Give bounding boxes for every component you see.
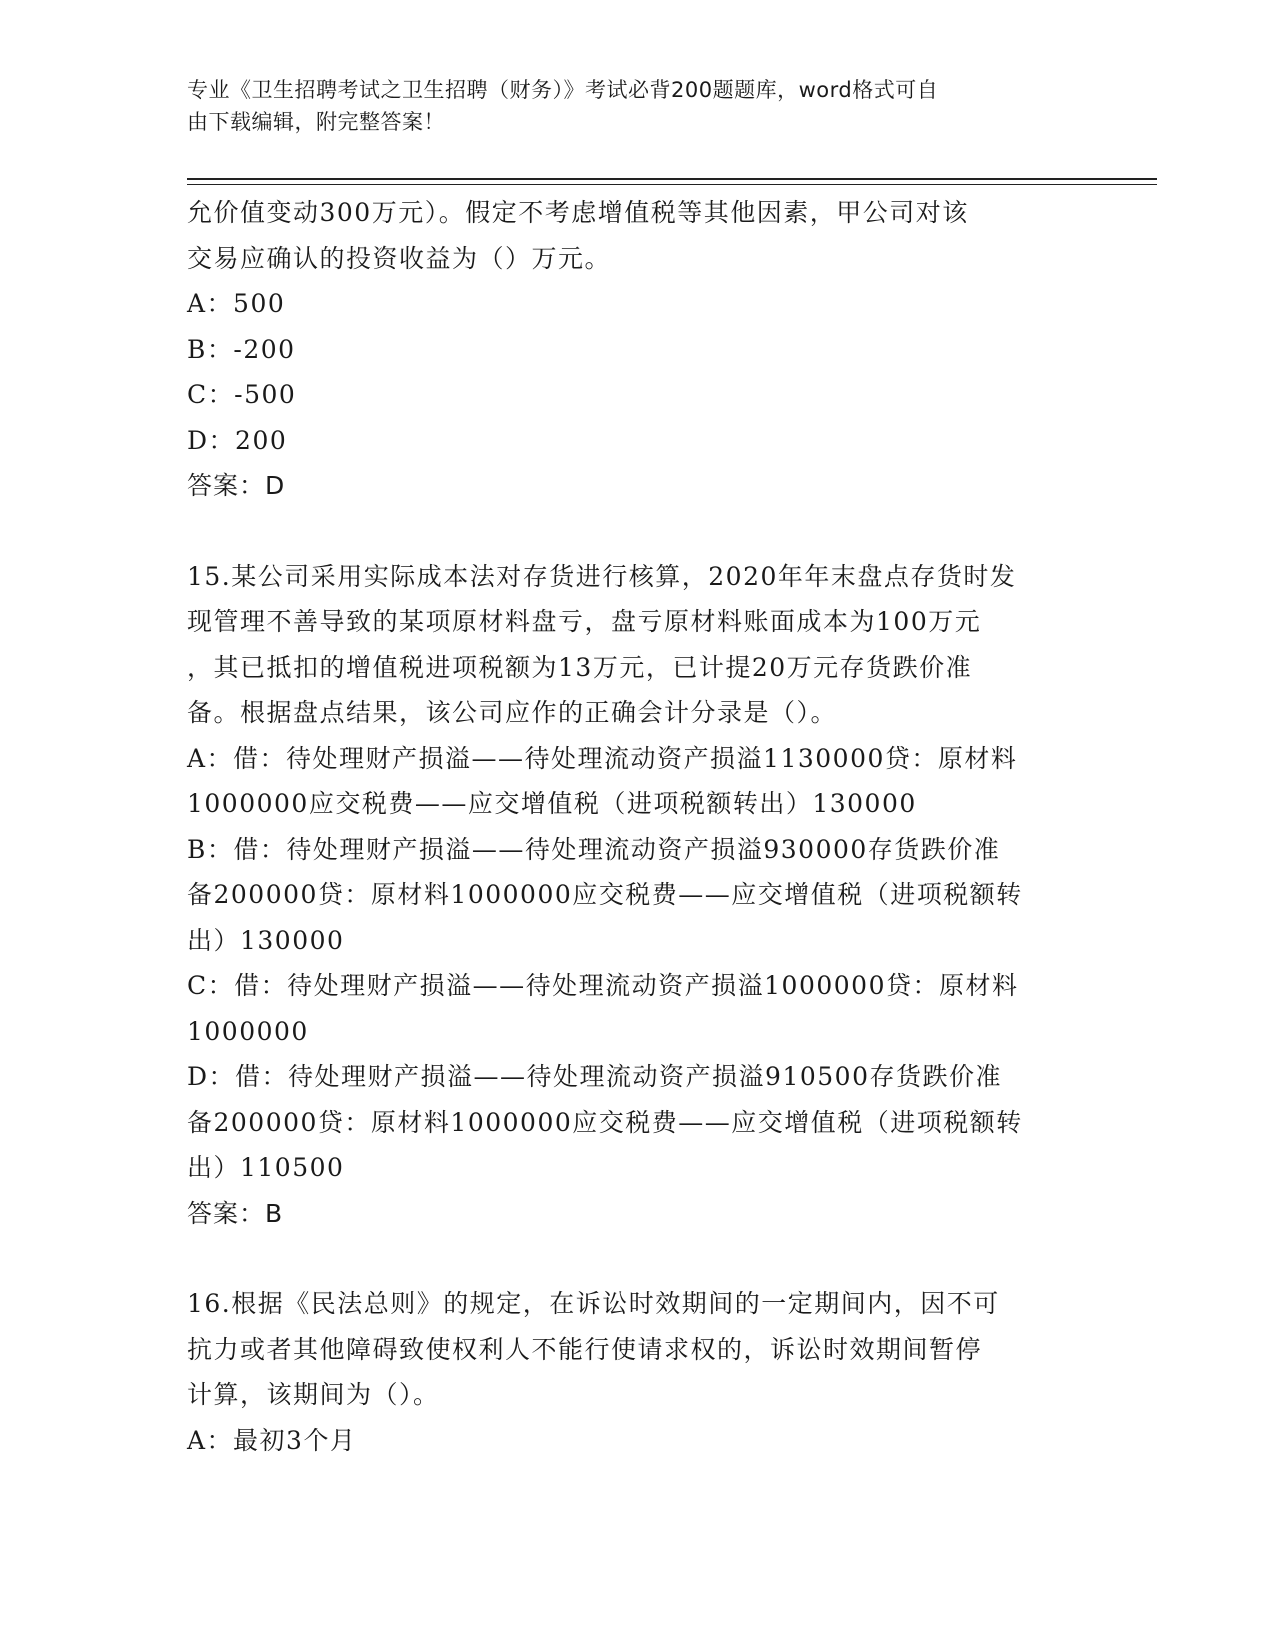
option-a: A：最初3个月 xyxy=(187,1425,357,1455)
option-b-continued: 出）130000 xyxy=(187,925,345,955)
option-b: B：借：待处理财产损溢——待处理流动资产损溢930000存货跌价准 xyxy=(187,834,1001,864)
question-14 xyxy=(187,190,1087,509)
option-d: D：200 xyxy=(187,425,288,455)
option-d-continued: 备200000贷：原材料1000000应交税费——应交增值税（进项税额转 xyxy=(187,1107,1023,1137)
question-stem-line: 15.某公司采用实际成本法对存货进行核算，2020年年末盘点存货时发 xyxy=(187,561,1017,591)
option-d: D：借：待处理财产损溢——待处理流动资产损溢910500存货跌价准 xyxy=(187,1062,1002,1091)
option-b: B：-200 xyxy=(187,334,296,364)
question-15 xyxy=(187,554,1087,1237)
question-stem-line: ，其已抵扣的增值税进项税额为13万元，已计提20万元存货跌价准 xyxy=(187,652,973,682)
question-gap xyxy=(187,1236,1087,1281)
document-body xyxy=(187,190,1087,1463)
answer-line: 答案：D xyxy=(187,471,286,500)
option-a: A：500 xyxy=(187,289,286,318)
question-stem-line: 允价值变动300万元）。假定不考虑增值税等其他因素，甲公司对该 xyxy=(187,198,969,227)
question-stem-line: 现管理不善导致的某项原材料盘亏，盘亏原材料账面成本为100万元 xyxy=(187,607,982,636)
header-line: 专业《卫生招聘考试之卫生招聘（财务）》考试必背200题题库，word格式可自 xyxy=(187,78,939,102)
question-stem-line: 备。根据盘点结果，该公司应作的正确会计分录是（）。 xyxy=(187,698,838,727)
option-c-continued: 1000000 xyxy=(187,1016,309,1046)
question-stem-line: 16.根据《民法总则》的规定，在诉讼时效期间的一定期间内，因不可 xyxy=(187,1289,1000,1318)
option-a-continued: 1000000应交税费——应交增值税（进项税额转出）130000 xyxy=(187,789,917,818)
option-d-continued: 出）110500 xyxy=(187,1153,345,1182)
header-divider xyxy=(187,178,1157,185)
header-line: 由下载编辑，附完整答案！ xyxy=(187,110,445,134)
option-b-continued: 备200000贷：原材料1000000应交税费——应交增值税（进项税额转 xyxy=(187,880,1023,909)
question-stem-line: 交易应确认的投资收益为（）万元。 xyxy=(187,243,612,273)
question-stem-line: 抗力或者其他障碍致使权利人不能行使请求权的，诉讼时效期间暂停 xyxy=(187,1334,983,1364)
question-stem-line: 计算，该期间为（）。 xyxy=(187,1380,440,1409)
question-16 xyxy=(187,1281,1087,1463)
answer-line: 答案：B xyxy=(187,1198,284,1228)
question-gap xyxy=(187,509,1087,554)
option-c: C：-500 xyxy=(187,380,297,409)
document-header xyxy=(187,74,1067,138)
option-a: A：借：待处理财产损溢——待处理流动资产损溢1130000贷：原材料 xyxy=(187,743,1018,773)
option-c: C：借：待处理财产损溢——待处理流动资产损溢1000000贷：原材料 xyxy=(187,971,1019,1000)
